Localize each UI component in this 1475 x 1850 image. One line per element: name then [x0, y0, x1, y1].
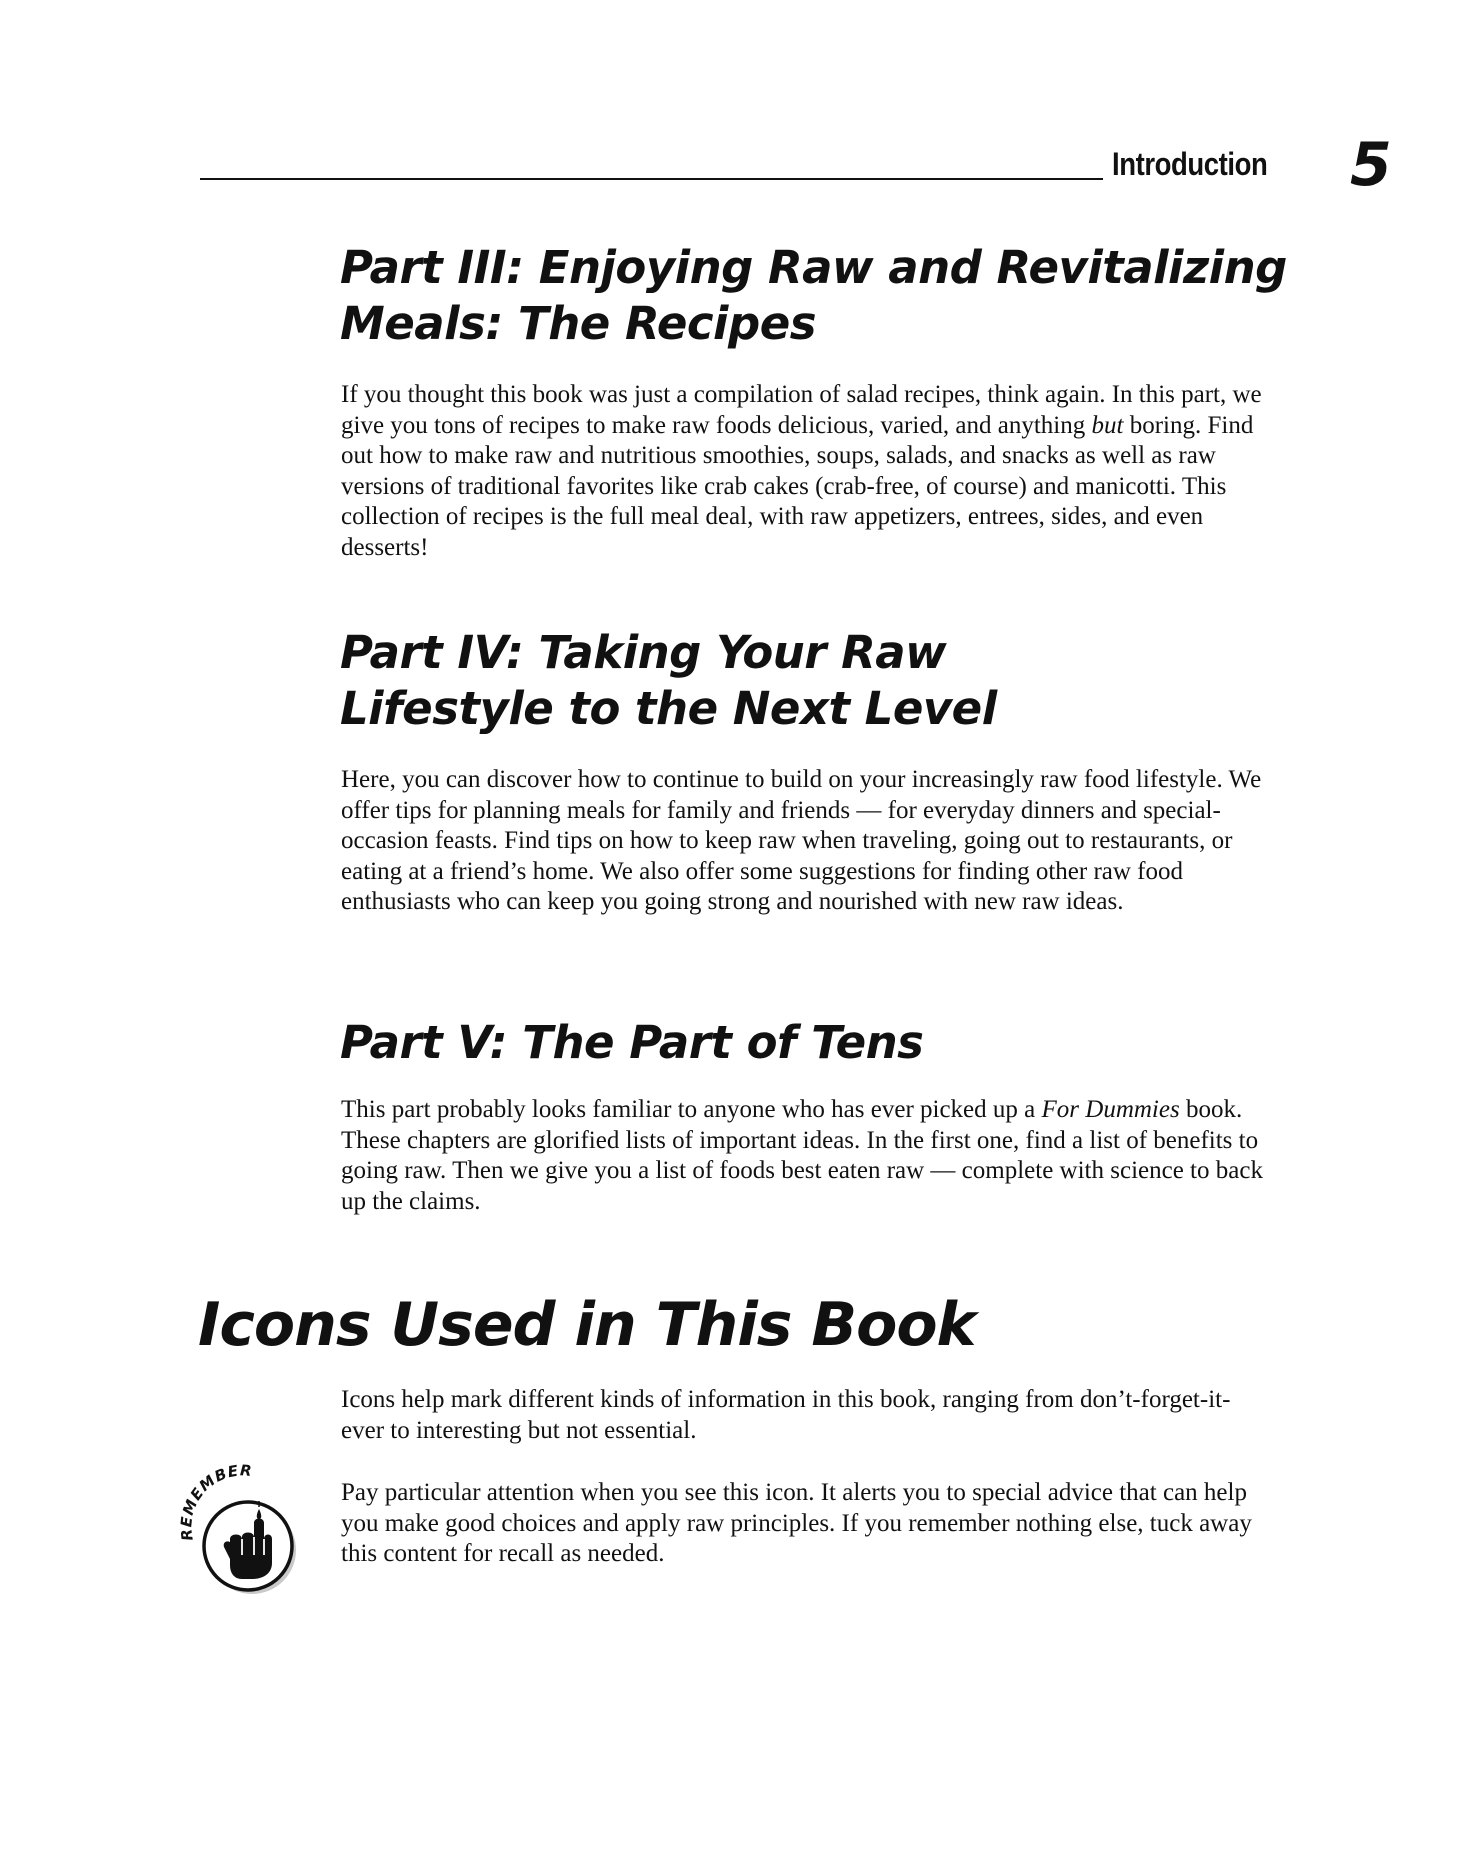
part-v-paragraph [341, 1095, 1271, 1217]
part-iii-heading-line2: Meals: The Recipes [340, 297, 817, 350]
page-number: 5 [1350, 130, 1392, 200]
part-iii-heading-line1: Part III: Enjoying Raw and Revitalizing [340, 241, 1287, 294]
part-iii-heading [340, 240, 1287, 352]
part-v-text-1: This part probably looks familiar to anyone who has ever picked up a [341, 1096, 1042, 1123]
part-iii-emphasis: but [1091, 411, 1124, 439]
header-rule [200, 178, 1103, 180]
part-iii-text-2: boring. Find out how to make raw and nutritious smoothies, soups, salads, and snacks as well as raw versions of traditional favorites like crab cakes (crab-free, of course) and manicotti. This collection of recipes is the full meal deal, with raw appetizers, entrees, sides, and even desserts! [341, 411, 1254, 561]
part-iv-heading [340, 625, 997, 737]
remember-icon [172, 1455, 312, 1595]
running-head [200, 130, 1392, 200]
part-v-heading: Part V: The Part of Tens [340, 1016, 924, 1069]
icons-intro-paragraph: Icons help mark different kinds of information in this book, ranging from don’t-forget-it-ever to interesting but not essential. [341, 1386, 1231, 1444]
part-iv-heading-line2: Lifestyle to the Next Level [340, 682, 997, 735]
part-iii-paragraph [341, 380, 1271, 563]
part-v-text-2: book. These chapters are glorified lists of important ideas. In the first one, find a list of benefits to going raw. Then we give you a list of foods best eaten raw — complete with science to back up the claims. [341, 1096, 1263, 1215]
remember-icon-label: REMEMBER [177, 1461, 254, 1542]
part-iv-heading-line1: Part IV: Taking Your Raw [340, 626, 947, 679]
part-iii-text-1: If you thought this book was just a compilation of salad recipes, think again. In this part, we give you tons of recipes to make raw foods delicious, varied, and anything [341, 381, 1262, 439]
icons-section-heading: Icons Used in This Book [198, 1290, 976, 1360]
part-iv-paragraph: Here, you can discover how to continue to build on your increasingly raw food lifestyle. We offer tips for planning meals for family and friends — for everyday dinners and special-occasion feasts. Find tips on how to keep raw when traveling, going out to restaurants, or eating at a friend’s home. We also offer some suggestions for finding other raw food enthusiasts who can keep you going strong and nourished with new raw ideas. [341, 766, 1262, 915]
part-v-emphasis: For Dummies [1041, 1096, 1180, 1123]
remember-paragraph: Pay particular attention when you see this icon. It alerts you to special advice that can help you make good choices and apply raw principles. If you remember nothing else, tuck away this content for recall as needed. [341, 1479, 1252, 1567]
running-title: Introduction [1112, 146, 1268, 182]
